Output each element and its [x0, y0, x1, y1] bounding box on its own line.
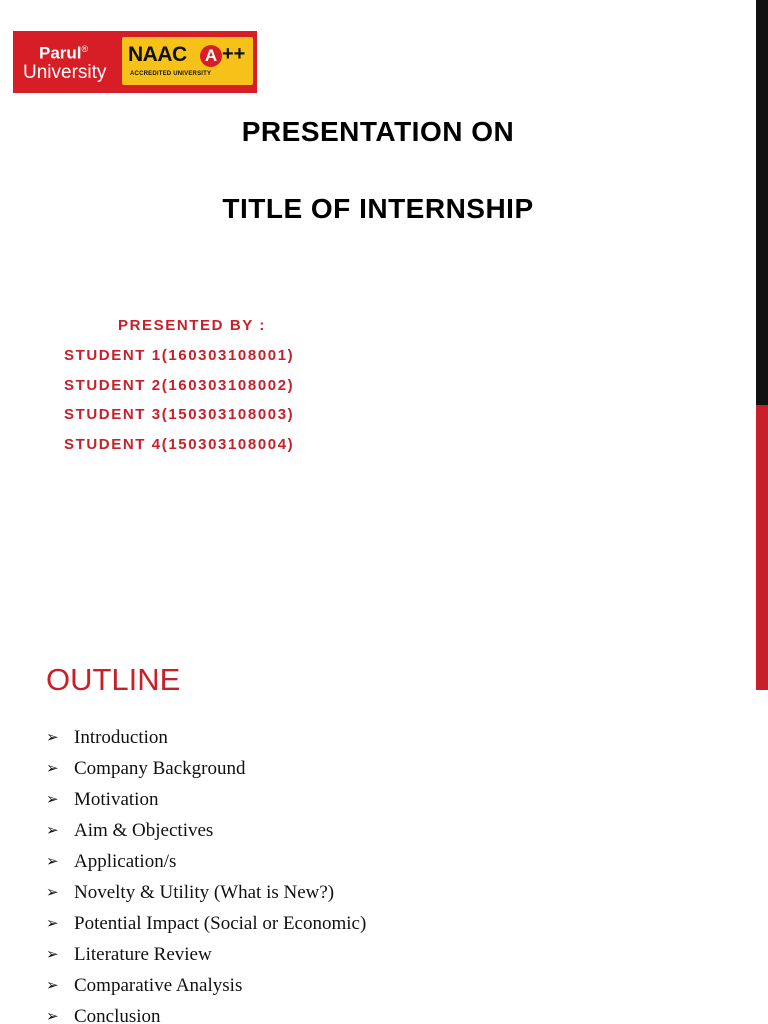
outline-item-label: Comparative Analysis [74, 974, 243, 996]
logo-brand-line2: University [23, 62, 107, 84]
naac-subtext: ACCREDITED UNIVERSITY [130, 71, 212, 77]
outline-item-label: Company Background [74, 757, 246, 779]
outline-item-label: Introduction [74, 726, 168, 748]
outline-heading: OUTLINE [46, 662, 181, 697]
outline-item [46, 908, 366, 939]
arrowhead-bullet-icon: ➢ [46, 822, 59, 839]
outline-item [46, 784, 366, 815]
outline-item-label: Aim & Objectives [74, 819, 214, 841]
naac-text: NAAC [128, 43, 187, 66]
outline-item [46, 877, 366, 908]
arrowhead-bullet-icon: ➢ [46, 946, 59, 963]
outline-item-label: Novelty & Utility (What is New?) [74, 881, 335, 903]
student-list [64, 346, 294, 464]
parul-logo [13, 31, 118, 93]
student-item: STUDENT 4(150303108004) [64, 435, 295, 453]
outline-item-label: Application/s [74, 850, 177, 872]
student-item: STUDENT 2(160303108002) [64, 376, 295, 394]
arrowhead-bullet-icon: ➢ [46, 853, 59, 870]
logo-registered-mark: ® [81, 43, 89, 54]
naac-grade-letter: A [200, 45, 222, 67]
presentation-title-line1: PRESENTATION ON [241, 116, 515, 147]
arrowhead-bullet-icon: ➢ [46, 977, 59, 994]
outline-item [46, 753, 366, 784]
university-logo [13, 31, 257, 93]
presentation-title-line2: TITLE OF INTERNSHIP [222, 193, 534, 224]
arrowhead-bullet-icon: ➢ [46, 884, 59, 901]
outline-item [46, 939, 366, 970]
page-edge-dark [756, 0, 768, 405]
outline-item [46, 815, 366, 846]
outline-list [46, 722, 366, 1024]
outline-item-label: Potential Impact (Social or Economic) [74, 912, 367, 934]
arrowhead-bullet-icon: ➢ [46, 760, 59, 777]
logo-brand-line1: Parul [39, 43, 82, 63]
outline-item-label: Motivation [74, 788, 159, 810]
presented-by-label: PRESENTED BY : [118, 317, 266, 334]
student-item: STUDENT 1(160303108001) [64, 347, 295, 364]
page-edge-accent [756, 405, 768, 690]
outline-item-label: Literature Review [74, 943, 212, 965]
arrowhead-bullet-icon: ➢ [46, 1008, 59, 1024]
outline-item [46, 970, 366, 1001]
arrowhead-bullet-icon: ➢ [46, 915, 59, 932]
outline-item [46, 846, 366, 877]
arrowhead-bullet-icon: ➢ [46, 791, 59, 808]
naac-badge [118, 31, 257, 93]
outline-item [46, 722, 366, 753]
outline-item [46, 1001, 366, 1024]
student-item: STUDENT 3(150303108003) [64, 406, 295, 423]
naac-grade-plus: ++ [222, 43, 246, 65]
outline-item-label: Conclusion [74, 1005, 161, 1024]
arrowhead-bullet-icon: ➢ [46, 729, 59, 746]
